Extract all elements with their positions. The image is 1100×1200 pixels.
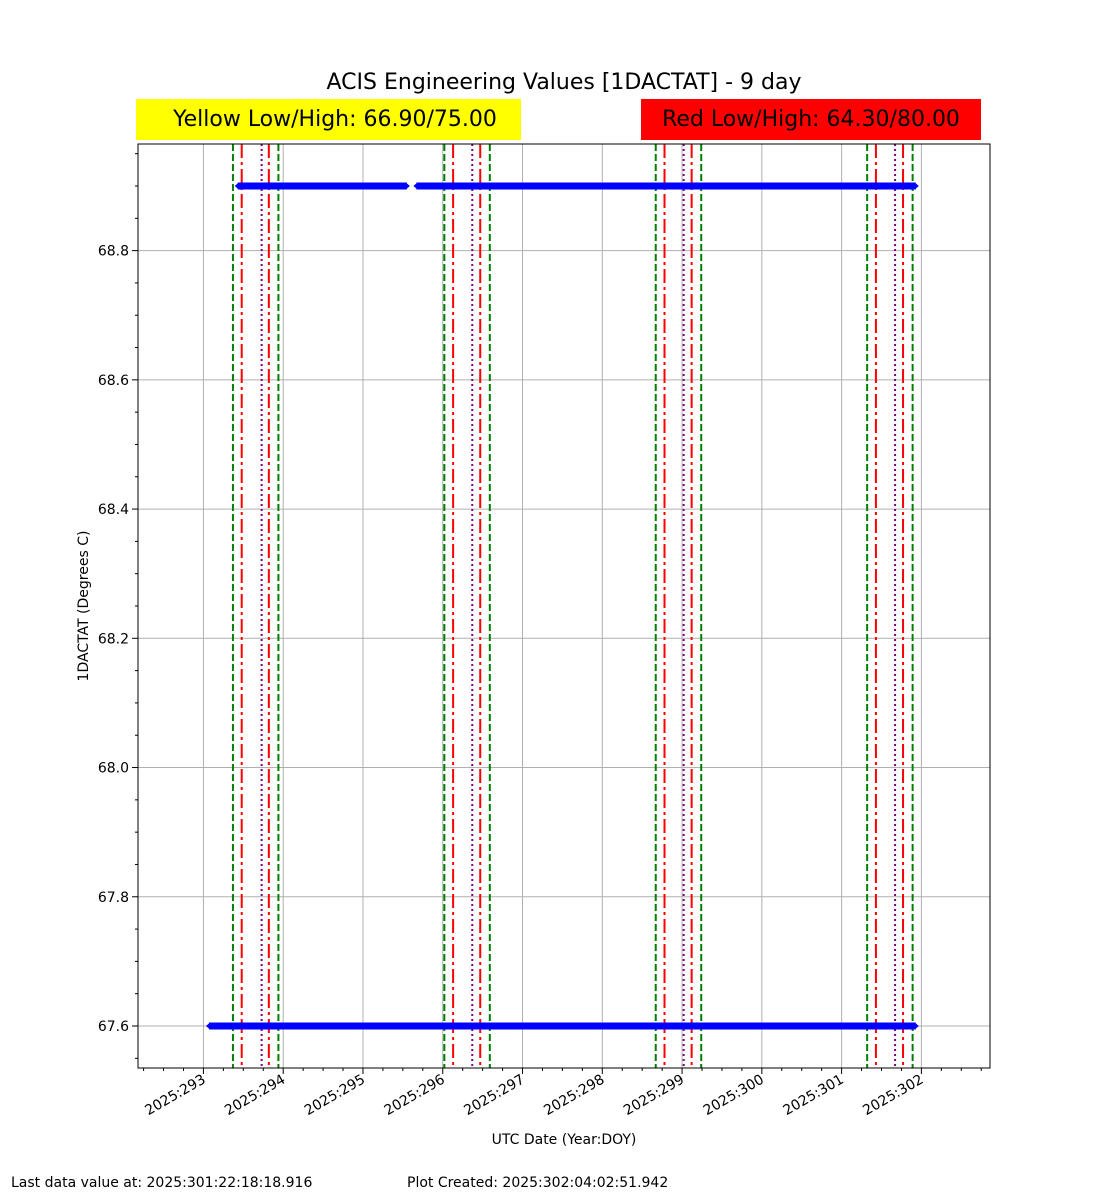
plot-frame [138,144,990,1068]
red-limit-label: Red Low/High: 64.30/80.00 [662,107,960,132]
data-point [206,1023,210,1030]
x-tick-label: 2025:295 [301,1071,368,1120]
data-point [406,183,410,190]
x-tick-label: 2025:301 [780,1071,847,1120]
y-axis-label: 1DACTAT (Degrees C) [76,530,92,682]
y-tick-label: 67.6 [97,1019,129,1035]
data-point [915,183,919,190]
plot-created: Plot Created: 2025:302:04:02:51.942 [407,1175,669,1191]
data-series [206,183,919,1030]
x-axis-ticks [142,1068,926,1119]
chart-title: ACIS Engineering Values [1DACTAT] - 9 day [326,70,802,95]
grid-lines [138,144,990,1068]
x-tick-label: 2025:302 [860,1071,927,1120]
last-data-value: Last data value at: 2025:301:22:18:18.916 [11,1175,313,1191]
event-lines [233,144,913,1068]
yellow-limit-label: Yellow Low/High: 66.90/75.00 [173,107,497,132]
y-axis-ticks [98,244,138,1035]
y-tick-label: 68.4 [97,502,129,519]
y-tick-label: 68.0 [97,760,129,777]
data-point [413,183,417,190]
y-tick-label: 67.8 [97,889,129,906]
y-tick-label: 68.2 [97,631,129,648]
x-axis-label: UTC Date (Year:DOY) [491,1132,637,1148]
data-point [915,1023,919,1030]
y-tick-label: 68.8 [97,243,129,260]
minor-ticks [135,154,981,1071]
x-tick-label: 2025:296 [381,1071,448,1120]
x-tick-label: 2025:299 [620,1071,688,1120]
data-point [235,183,239,190]
x-tick-label: 2025:294 [222,1071,289,1120]
x-tick-label: 2025:298 [541,1071,608,1120]
x-tick-label: 2025:300 [700,1071,767,1120]
x-tick-label: 2025:293 [142,1071,209,1120]
y-tick-label: 68.6 [97,372,129,389]
x-tick-label: 2025:297 [461,1071,528,1120]
